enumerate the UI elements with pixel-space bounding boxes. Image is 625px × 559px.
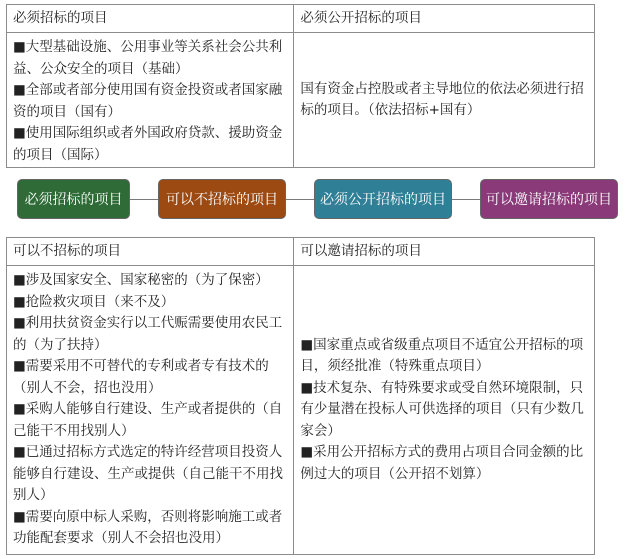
list-item: ■涉及国家安全、国家秘密的（为了保密）	[13, 272, 269, 288]
invited-tender-header: 可以邀请招标的项目	[294, 238, 595, 266]
must-tender-table	[6, 4, 595, 168]
must-tender-cell	[7, 33, 294, 168]
may-not-tender-cell	[7, 266, 294, 555]
invited-tender-cell	[294, 266, 595, 555]
list-item: ■大型基础设施、公用事业等关系社会公共利益、公众安全的项目（基础）	[13, 39, 283, 77]
list-item: ■采购人能够自行建设、生产或者提供的（自己能干不用找别人）	[13, 401, 283, 439]
list-item: ■需要采用不可替代的专利或者专有技术的（别人不会，招也没用）	[13, 358, 269, 396]
table-row	[7, 266, 595, 555]
node-must-tender: 必须招标的项目	[17, 179, 130, 219]
must-open-tender-cell	[294, 33, 595, 168]
table-header-row	[7, 238, 595, 266]
list-item: ■抢险救灾项目（来不及）	[13, 293, 175, 310]
list-item: ■利用扶贫资金实行以工代赈需要使用农民工的（为了扶持）	[13, 315, 283, 353]
list-item: ■技术复杂、有特殊要求或受自然环境限制，只有少量潜在投标人可供选择的项目（只有少数几家会）	[300, 379, 584, 439]
node-invited-tender: 可以邀请招标的项目	[480, 179, 618, 219]
category-flow	[0, 179, 625, 221]
node-may-not-tender: 可以不招标的项目	[158, 179, 286, 219]
table-header-row	[7, 5, 595, 33]
may-not-tender-header: 可以不招标的项目	[7, 238, 294, 266]
list-item: ■已通过招标方式选定的特许经营项目投资人能够自行建设、生产或提供（自己能干不用找别人）	[13, 444, 283, 503]
connector-line	[130, 199, 158, 200]
list-item: 国有资金占控股或者主导地位的依法必须进行招标的项目。（依法招标+国有）	[300, 80, 584, 118]
table-row	[7, 33, 595, 168]
list-item: ■国家重点或省级重点项目不适宜公开招标的项目，须经批准（特殊重点项目）	[300, 336, 584, 375]
list-item: ■采用公开招标方式的费用占项目合同金额的比例过大的项目（公开招不划算）	[300, 444, 584, 482]
connector-line	[286, 199, 314, 200]
list-item: ■需要向原中标人采购，否则将影响施工或者功能配套要求（别人不会招也没用）	[13, 508, 283, 546]
must-tender-header: 必须招标的项目	[7, 5, 294, 33]
connector-line	[452, 199, 480, 200]
must-open-tender-header: 必须公开招标的项目	[294, 5, 595, 33]
node-must-open-tender: 必须公开招标的项目	[314, 179, 452, 219]
exceptions-table	[6, 237, 595, 555]
list-item: ■全部或者部分使用国有资金投资或者国家融资的项目（国有）	[13, 82, 283, 120]
list-item: ■使用国际组织或者外国政府贷款、援助资金的项目（国际）	[13, 125, 283, 163]
